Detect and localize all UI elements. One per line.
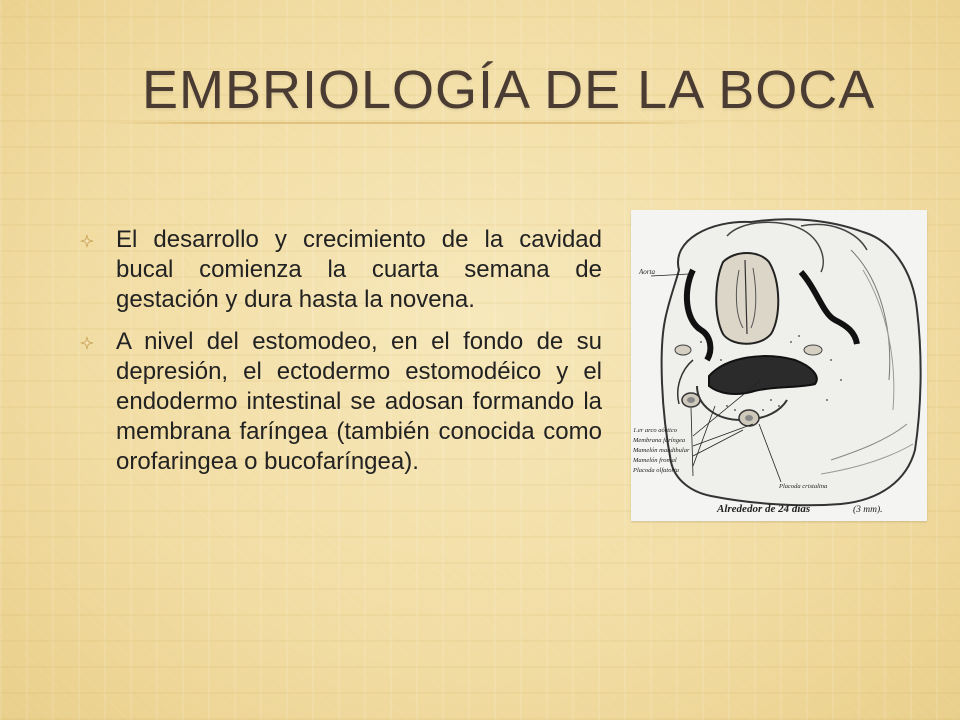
list-item <box>80 225 602 315</box>
figure-caption-size: (3 mm). <box>853 505 883 515</box>
label-mamelon-frontal: Mamelón frontal <box>633 457 677 464</box>
list-item <box>80 327 602 477</box>
embryo-drawing <box>631 210 927 521</box>
diamond-star-icon <box>80 327 116 358</box>
bullet-list <box>80 225 602 489</box>
label-mamelon-mandibular: Mamelón mandibular <box>633 447 690 454</box>
label-placoda-cristalina: Placoda cristalina <box>779 483 828 490</box>
label-aorta: Aorta <box>639 268 655 276</box>
embryo-illustration <box>631 210 927 521</box>
slide-title: EMBRIOLOGÍA DE LA BOCA <box>142 60 876 120</box>
label-membrana-faringea: Membrana faríngea <box>633 437 686 444</box>
bullet-text: A nivel del estomodeo, en el fondo de su depresión, el ectodermo estomodéico y el endodermo intestinal se adosan formando la membrana faríngea (también conocida como orofaringea o bucofaríngea). <box>116 328 602 475</box>
label-arco-aortico: 1.er arco aórtico <box>633 427 677 434</box>
label-placoda-olfatoria: Placoda olfatoria <box>633 467 680 474</box>
diamond-star-icon <box>80 225 116 256</box>
title-underline <box>104 122 704 124</box>
bullet-text: El desarrollo y crecimiento de la cavidad bucal comienza la cuarta semana de gestación y dura hasta la novena. <box>116 226 602 313</box>
figure-caption: Alrededor de 24 días <box>717 503 811 515</box>
